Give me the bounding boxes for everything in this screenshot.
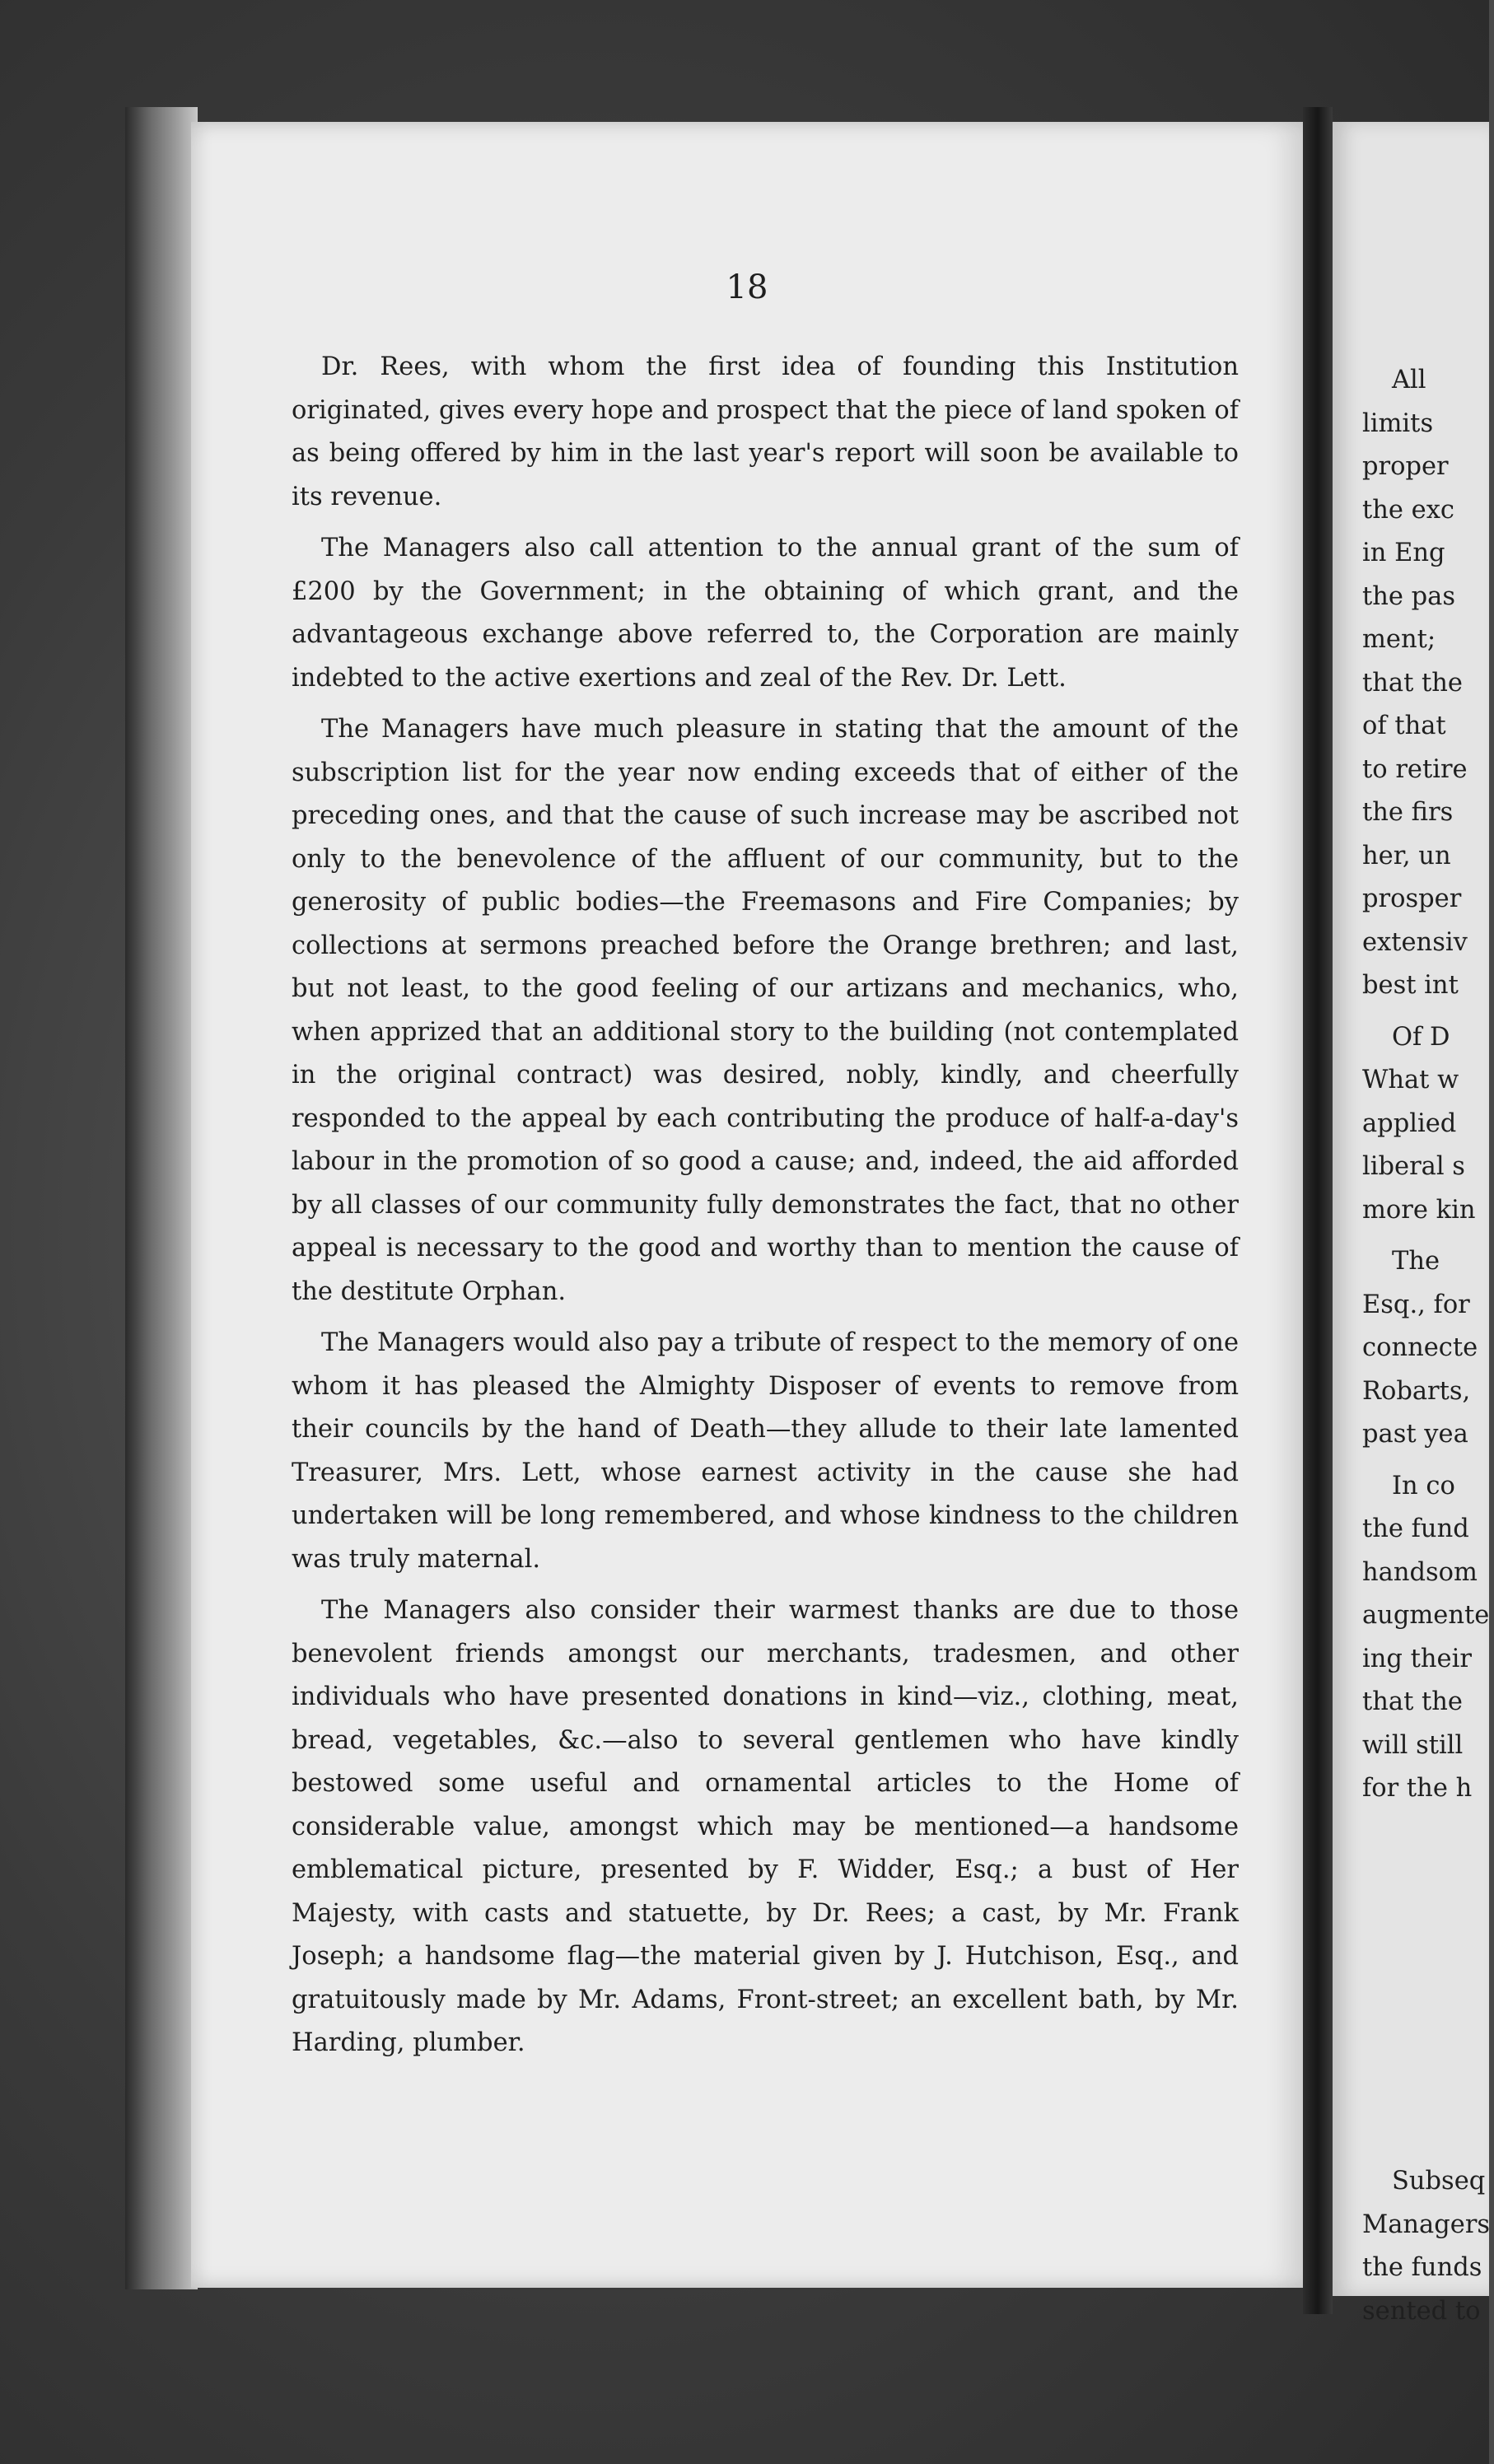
facing-line-fragment: In co [1392,1471,1455,1500]
facing-line-fragment: prosper [1362,884,1462,913]
facing-line-fragment: handsom [1362,1557,1478,1587]
facing-line-fragment: the pas [1362,581,1456,611]
facing-line-fragment: the fund [1362,1514,1469,1543]
book-page-edges [125,107,198,2289]
facing-line-fragment: that the [1362,1687,1463,1716]
facing-line-fragment: the funds [1362,2253,1482,2282]
facing-line-fragment: to retire [1362,754,1468,784]
paragraph: Dr. Rees, with whom the first idea of founding this Institution originated, gives every hope and prospect that the piece of land spoken of as being offered by him in the last year's report will soon be available to its revenue. [292,352,1239,511]
facing-line-fragment: augmente [1362,1601,1490,1630]
facing-page-partial [1333,122,1491,2326]
paragraph: The Managers also consider their warmest thanks are due to those benevolent friends amongst our merchants, tradesmen, and other individuals who have presented donations in kind—viz., clothing, meat, bread, vegetables, &c.—also to several gentlemen who have kindly bestowed some useful and ornamental articles to the Home of considerable value, amongst which may be mentioned—a handsome emblematical picture, presented by F. Widder, Esq.; a bust of Her Majesty, with casts and statuette, by Dr. Rees; a cast, by Mr. Frank Joseph; a handsome flag—the material given by J. Hutchison, Esq., and gratuitously made by Mr. Adams, Front-street; an excellent bath, by Mr. Harding, plumber. [292,1596,1239,2057]
facing-line-fragment: Subseq [1392,2167,1486,2196]
left-page [191,122,1303,2288]
paragraph-gap [1362,1008,1494,1016]
paragraph-gap [1362,1232,1494,1240]
page-number: 18 [726,268,768,306]
facing-line-fragment: of that [1362,712,1446,740]
paragraph: The Managers would also pay a tribute of respect to the memory of one whom it has pleased the Almighty Disposer of events to remove from their councils by the hand of Death—they allude to their late lamented Treasurer, Mrs. Lett, whose earnest activity in the cause she had undertaken will be long remembered, and whose kindness to the children was truly maternal. [292,1328,1239,1574]
facing-line-fragment: best int [1362,971,1459,1000]
facing-line-fragment: past yea [1362,1420,1468,1449]
facing-line-fragment: sented to [1362,2296,1481,2326]
facing-line-fragment: extensiv [1362,927,1468,957]
facing-line-fragment: ing their [1362,1644,1472,1673]
facing-line-fragment: in Eng [1362,539,1445,567]
book-gutter [1303,107,1333,2314]
facing-page-upper-text [1362,359,1494,1811]
facing-line-fragment: The [1392,1247,1440,1276]
facing-line-fragment: for the h [1362,1774,1473,1803]
facing-page-lower-text [1362,2160,1494,2333]
facing-line-fragment: connecte [1362,1333,1478,1362]
facing-line-fragment: liberal s [1362,1152,1465,1181]
facing-line-fragment: limits [1362,408,1434,438]
facing-line-fragment: proper [1362,452,1449,481]
facing-line-fragment: the firs [1362,798,1454,827]
facing-line-fragment: Robarts, [1362,1376,1471,1406]
facing-line-fragment: will still [1362,1730,1464,1760]
facing-line-fragment: more kin [1362,1195,1476,1225]
paragraph: The Managers have much pleasure in stating that the amount of the subscription list for the year now ending exceeds that of either of the preceding ones, and that the cause of such increase may be ascribed not only to the benevolence of the affluent of our community, but to the generosity of public bodies—the Freemasons and Fire Companies; by collections at sermons preached before the Orange brethren; and last, but not least, to the good feeling of our artizans and mechanics, who, when apprized that an additional story to the building (not contemplated in the original contract) was desired, nobly, kindly, and cheerfully responded to the appeal by each contributing the produce of half-a-day's labour in the promotion of so good a cause; and, indeed, the aid afforded by all classes of our community fully demonstrates the fact, that no other appeal is necessary to the good and worthy than to mention the cause of the destitute Orphan. [292,715,1239,1306]
facing-line-fragment: Managers [1362,2210,1491,2239]
facing-line-fragment: that the [1362,668,1463,698]
facing-line-fragment: Of D [1392,1022,1450,1052]
facing-line-fragment: applied [1362,1108,1457,1138]
page-body [292,346,1239,2074]
facing-line-fragment: What w [1362,1066,1459,1094]
paragraph-gap [1362,1457,1494,1465]
facing-line-fragment: All [1392,366,1426,394]
facing-line-fragment: Esq., for [1362,1290,1470,1319]
paragraph: The Managers also call attention to the annual grant of the sum of £200 by the Government; in the obtaining of which grant, and the advantageous exchange above referred to, the Corporation are mainly indebted to the active exertions and zeal of the Rev. Dr. Lett. [292,534,1239,693]
facing-line-fragment: ment; [1362,625,1436,654]
facing-line-fragment: the exc [1362,495,1454,525]
facing-line-fragment: her, un [1362,841,1451,870]
